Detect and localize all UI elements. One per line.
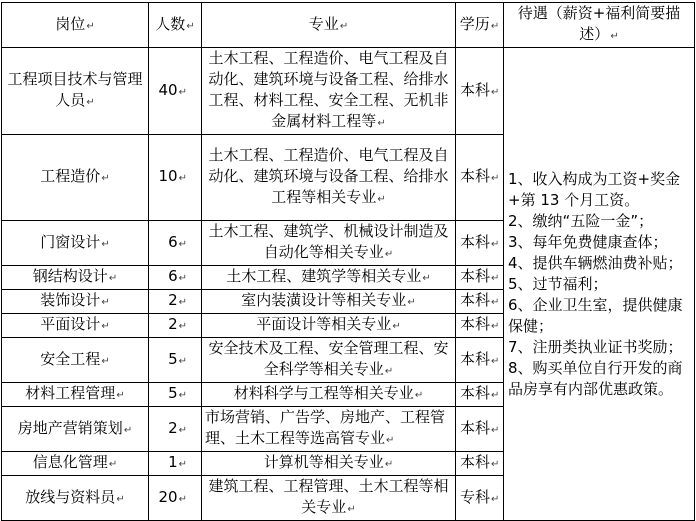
count-cell: 5↵ — [149, 383, 202, 407]
education-cell: 本科↵ — [456, 135, 504, 221]
position-cell: 钢结构设计↵ — [2, 266, 149, 290]
education-cell: 本科↵ — [456, 407, 504, 452]
education-cell: 本科↵ — [456, 48, 504, 135]
header-count: 人数↵ — [149, 3, 202, 48]
major-cell: 计算机等相关专业↵ — [202, 452, 456, 476]
education-cell: 本科↵ — [456, 266, 504, 290]
benefits-cell — [504, 48, 695, 521]
count-cell: 1↵ — [149, 452, 202, 476]
education-cell: 本科↵ — [456, 383, 504, 407]
recruitment-table — [1, 2, 695, 521]
header-position: 岗位↵ — [2, 3, 149, 48]
major-cell: 室内装潢设计等相关专业↵ — [202, 290, 456, 314]
position-cell: 房地产营销策划↵ — [2, 407, 149, 452]
count-cell: 20↵ — [149, 476, 202, 521]
position-cell: 材料工程管理↵ — [2, 383, 149, 407]
benefit-item: 5、过节福利； — [508, 274, 608, 293]
benefit-item: 4、提供车辆燃油费补贴； — [508, 253, 683, 272]
major-cell: 土木工程、建筑学等相关专业↵ — [202, 266, 456, 290]
position-cell: 平面设计↵ — [2, 314, 149, 338]
table-row — [2, 48, 695, 135]
position-cell: 装饰设计↵ — [2, 290, 149, 314]
education-cell: 本科↵ — [456, 338, 504, 383]
benefit-item: 6、企业卫生室，提供健康保健； — [508, 295, 683, 335]
count-cell: 6↵ — [149, 266, 202, 290]
header-education: 学历↵ — [456, 3, 504, 48]
major-cell: 市场营销、广告学、房地产、工程管理、土木工程等选高管专业↵ — [202, 407, 456, 452]
position-cell: 工程项目技术与管理人员↵ — [2, 48, 149, 135]
position-cell: 放线与资料员↵ — [2, 476, 149, 521]
education-cell: 专科↵ — [456, 476, 504, 521]
count-cell: 2↵ — [149, 290, 202, 314]
count-cell: 5↵ — [149, 338, 202, 383]
benefit-item: 3、每年免费健康查体； — [508, 232, 668, 251]
major-cell: 安全技术及工程、安全管理工程、安全科学等相关专业↵ — [202, 338, 456, 383]
header-major: 专业↵ — [202, 3, 456, 48]
major-cell: 土木工程、工程造价、电气工程及自动化、建筑环境与设备工程、给排水工程、材料工程、安全工程、无机非金属材料工程等↵ — [202, 48, 456, 135]
count-cell: 2↵ — [149, 314, 202, 338]
education-cell: 本科↵ — [456, 452, 504, 476]
benefit-item: 7、注册类执业证书奖励； — [508, 337, 683, 356]
position-cell: 信息化管理↵ — [2, 452, 149, 476]
education-cell: 本科↵ — [456, 314, 504, 338]
position-cell: 门窗设计↵ — [2, 221, 149, 266]
position-cell: 安全工程↵ — [2, 338, 149, 383]
major-cell: 土木工程、工程造价、电气工程及自动化、建筑环境与设备工程、给排水工程等相关专业↵ — [202, 135, 456, 221]
major-cell: 平面设计等相关专业↵ — [202, 314, 456, 338]
major-cell: 材料科学与工程等相关专业↵ — [202, 383, 456, 407]
position-cell: 工程造价↵ — [2, 135, 149, 221]
education-cell: 本科↵ — [456, 221, 504, 266]
count-cell: 10↵ — [149, 135, 202, 221]
count-cell: 40↵ — [149, 48, 202, 135]
benefit-item: 1、收入构成为工资+奖金+第 13 个月工资。 — [508, 169, 681, 209]
count-cell: 6↵ — [149, 221, 202, 266]
header-row — [2, 3, 695, 48]
count-cell: 2↵ — [149, 407, 202, 452]
benefit-item: 8、购买单位自行开发的商品房享有内部优惠政策。 — [508, 358, 683, 398]
header-benefits: 待遇（薪资+福利简要描述）↵ — [504, 3, 695, 48]
major-cell: 建筑工程、工程管理、土木工程等相关专业↵ — [202, 476, 456, 521]
benefit-item: 2、缴纳“五险一金”； — [508, 211, 654, 230]
major-cell: 土木工程、建筑学、机械设计制造及自动化等相关专业↵ — [202, 221, 456, 266]
education-cell: 本科↵ — [456, 290, 504, 314]
